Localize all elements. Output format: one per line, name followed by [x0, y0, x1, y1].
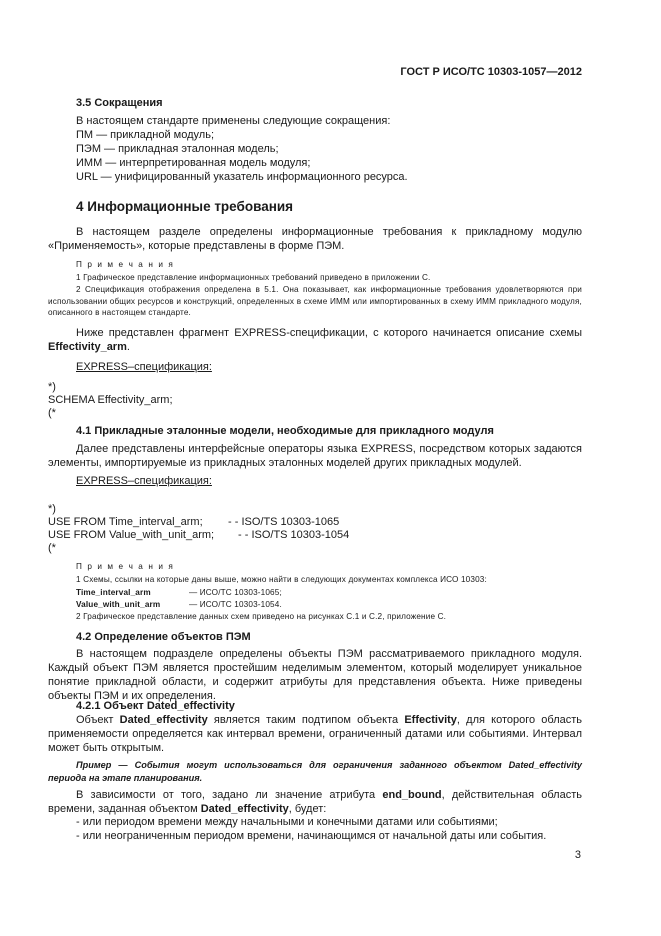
- fragment-intro: Ниже представлен фрагмент EXPRESS-спецификации, с которого начинается описание схемы Effectivity_arm.: [48, 327, 582, 353]
- use-comment: - - ISO/TS 10303-1054: [238, 529, 350, 541]
- note-2: 2 Графическое представление данных схем приведено на рисунках С.1 и С.2, приложение С.: [76, 612, 447, 621]
- use-statement: USE FROM Time_interval_arm;: [48, 516, 203, 528]
- heading-3-5: 3.5 Сокращения: [76, 97, 163, 109]
- heading-4-2: 4.2 Определение объектов ПЭМ: [76, 631, 251, 643]
- list-item: - или неограниченным периодом времени, начинающимся от начальной даты или события.: [76, 830, 547, 842]
- notes-title: П р и м е ч а н и я: [76, 562, 175, 571]
- abbreviation-item: ИММ — интерпретированная модель модуля;: [76, 157, 311, 169]
- running-header: ГОСТ Р ИСО/ТС 10303-1057—2012: [400, 66, 582, 78]
- dated-effectivity-definition: Объект Dated_effectivity является таким подтипом объекта Effectivity, для которого область применяемости определяется как интервал времени, ограниченный датами или событиями. Интервал может быть открытым.: [48, 714, 583, 754]
- end-bound-paragraph: В зависимости от того, задано ли значение атрибута end_bound, действительная область времени, заданная объектом Dated_effectivity, будет:: [48, 789, 582, 815]
- abbreviation-item: ПМ — прикладной модуль;: [76, 129, 215, 141]
- express-label: EXPRESS–спецификация:: [76, 361, 212, 373]
- use-statement: USE FROM Value_with_unit_arm;: [48, 529, 215, 541]
- reference-name: Time_interval_arm: [76, 588, 151, 597]
- code-line: *): [48, 503, 56, 515]
- code-line: (*: [48, 542, 56, 554]
- note-1: 1 Графическое представление информационных требований приведено в приложении С.: [76, 273, 431, 282]
- section-4-1-intro: Далее представлены интерфейсные операторы языка EXPRESS, посредством которых задаются элементы, импортируемые из прикладных эталонных моделей других прикладных модулей.: [48, 443, 582, 469]
- heading-4-1: 4.1 Прикладные эталонные модели, необходимые для прикладного модуля: [76, 425, 494, 437]
- code-line: SCHEMA Effectivity_arm;: [48, 394, 173, 406]
- abbreviations-intro: В настоящем стандарте применены следующие сокращения:: [76, 115, 391, 127]
- abbreviation-item: ПЭМ — прикладная эталонная модель;: [76, 143, 279, 155]
- reference-doc: — ИСО/ТС 10303-1054.: [189, 600, 282, 609]
- heading-4: 4 Информационные требования: [76, 199, 294, 214]
- reference-name: Value_with_unit_arm: [76, 600, 161, 609]
- example: Пример — События могут использоваться для ограничения заданного объектом Dated_effectivity периода на этапе планирования.: [48, 760, 582, 783]
- notes-title: П р и м е ч а н и я: [76, 260, 175, 269]
- page-number: 3: [574, 849, 581, 861]
- note-1: 1 Схемы, ссылки на которые даны выше, можно найти в следующих документах комплекса ИСО 10303:: [76, 575, 487, 584]
- section-4-2-intro: В настоящем подразделе определены объекты ПЭМ рассматриваемого прикладного модуля. Каждый объект ПЭМ является простейшим неделимым элементом, который моделирует уникальное понятие прикладной области, и содержит атрибуты для представления объекта. Ниже приведены объекты ПЭМ и их определения.: [48, 648, 582, 702]
- use-comment: - - ISO/TS 10303-1065: [228, 516, 340, 528]
- list-item: - или периодом времени между начальными и конечными датами или событиями;: [76, 816, 498, 828]
- section-4-intro: В настоящем разделе определены информационные требования к прикладному модулю «Применяемость», которые представлены в форме ПЭМ.: [48, 226, 582, 252]
- reference-doc: — ИСО/ТС 10303-1065;: [189, 588, 282, 597]
- abbreviation-item: URL — унифицированный указатель информационного ресурса.: [76, 171, 408, 183]
- express-label: EXPRESS–спецификация:: [76, 475, 212, 487]
- code-line: *): [48, 381, 56, 393]
- heading-4-2-1: 4.2.1 Объект Dated_effectivity: [76, 700, 235, 712]
- note-2: 2 Спецификация отображения определена в 5.1. Она показывает, как информационные требования удовлетворяются при использовании общих ресурсов и конструкций, определенных в схеме ИММ или импортированных в схему ИММ прикладного модуля, описанного в настоящем стандарте.: [48, 285, 582, 318]
- code-line: (*: [48, 407, 56, 419]
